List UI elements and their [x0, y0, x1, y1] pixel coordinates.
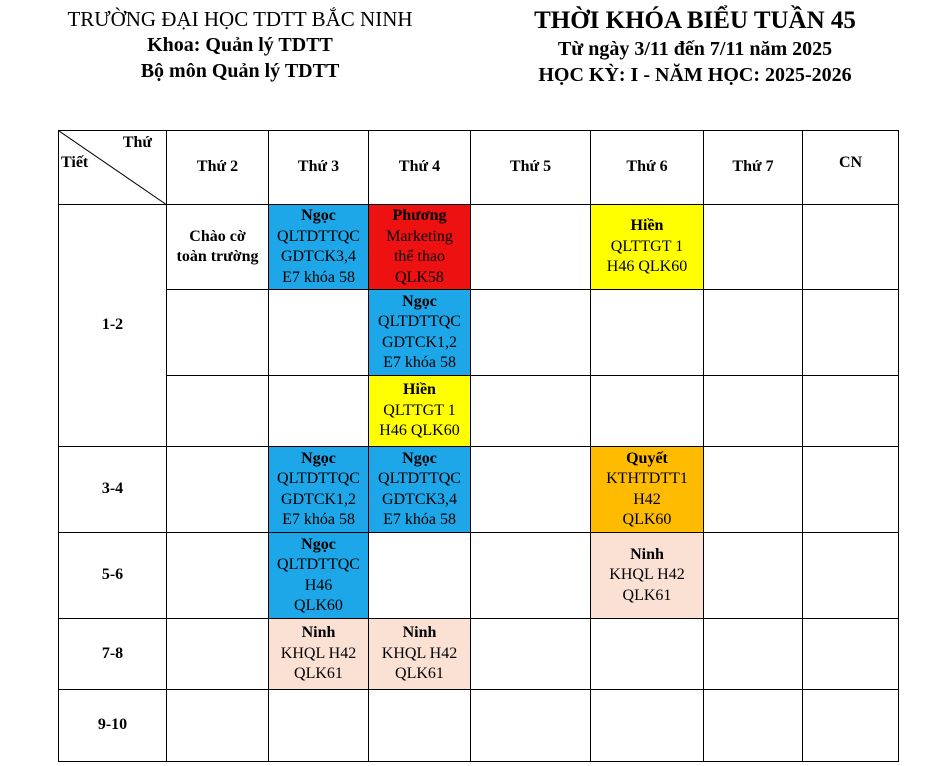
- empty-cell: [704, 376, 803, 447]
- class-line: QLTDTTQC: [277, 556, 360, 573]
- empty-cell: [471, 447, 591, 533]
- class-cell: [269, 205, 369, 290]
- teacher-name: Hiền: [630, 217, 664, 235]
- empty-cell: [704, 447, 803, 533]
- class-line: H46: [304, 576, 333, 594]
- teacher-name: Hiền: [403, 381, 436, 399]
- class-line: H46 QLK60: [606, 258, 688, 276]
- day-header: CN: [803, 131, 899, 205]
- table-row: [59, 619, 899, 690]
- class-line: KTHTDTT1: [606, 470, 688, 487]
- class-cell: [369, 619, 471, 690]
- corner-period-label: Tiết: [61, 154, 89, 171]
- class-cell: [591, 533, 704, 619]
- class-cell: [369, 290, 471, 376]
- class-line: QLK61: [294, 665, 343, 683]
- empty-cell: [803, 690, 899, 762]
- table-row: [59, 533, 899, 619]
- empty-cell: [471, 533, 591, 619]
- teacher-name: Ngọc: [301, 207, 336, 224]
- class-line: GDTCK1,2: [381, 333, 458, 351]
- class-line: GDTCK1,2: [280, 490, 357, 508]
- schedule-header: [480, 6, 910, 88]
- class-line: QLK60: [294, 597, 343, 614]
- empty-cell: [269, 290, 369, 376]
- empty-cell: [471, 205, 591, 290]
- period-label: 7-8: [59, 619, 167, 690]
- period-label: 1-2: [59, 205, 167, 447]
- teacher-name: Quyết: [626, 449, 668, 467]
- table-row: [59, 205, 899, 290]
- day-header: Thứ 3: [269, 131, 369, 205]
- period-label: 5-6: [59, 533, 167, 619]
- table-row: [59, 447, 899, 533]
- day-header: Thứ 4: [369, 131, 471, 205]
- header-row: [59, 131, 899, 205]
- flag-ceremony-line2: toàn trường: [176, 248, 259, 265]
- empty-cell: [167, 533, 269, 619]
- timetable: [58, 130, 899, 762]
- class-line: QLK61: [395, 665, 444, 683]
- empty-cell: [591, 619, 704, 690]
- schedule-title: THỜI KHÓA BIỂU TUẦN 45: [534, 7, 856, 34]
- flag-ceremony-cell: [167, 205, 269, 290]
- class-cell: [369, 376, 471, 447]
- class-line: E7 khóa 58: [383, 354, 456, 371]
- class-cell: [269, 619, 369, 690]
- empty-cell: [803, 533, 899, 619]
- class-line: QLTTGT 1: [383, 401, 456, 419]
- flag-ceremony-line1: Chào cờ: [189, 227, 246, 245]
- class-line: QLTDTTQC: [277, 227, 360, 245]
- empty-cell: [269, 376, 369, 447]
- class-line: E7 khóa 58: [282, 511, 355, 528]
- teacher-name: Phương: [392, 207, 447, 224]
- empty-cell: [803, 205, 899, 290]
- class-line: QLTDTTQC: [378, 470, 461, 487]
- day-header: Thứ 2: [167, 131, 269, 205]
- teacher-name: Ninh: [402, 624, 437, 642]
- empty-cell: [167, 619, 269, 690]
- school-header: [30, 6, 450, 84]
- table-row: [59, 690, 899, 762]
- teacher-name: Ninh: [301, 624, 336, 642]
- class-cell: [591, 447, 704, 533]
- empty-cell: [167, 447, 269, 533]
- class-cell: [269, 447, 369, 533]
- corner-cell: [59, 131, 167, 205]
- department-name: Bộ môn Quản lý TDTT: [140, 60, 340, 82]
- class-line: QLK60: [622, 511, 672, 528]
- class-line: GDTCK3,4: [280, 248, 357, 265]
- class-line: QLTDTTQC: [378, 313, 461, 330]
- class-cell: [591, 205, 704, 290]
- empty-cell: [803, 376, 899, 447]
- teacher-name: Ninh: [630, 545, 664, 563]
- day-header: Thứ 5: [471, 131, 591, 205]
- empty-cell: [704, 690, 803, 762]
- class-cell: [269, 533, 369, 619]
- empty-cell: [704, 205, 803, 290]
- empty-cell: [803, 290, 899, 376]
- class-line: thể thao: [393, 248, 446, 265]
- school-name: TRƯỜNG ĐẠI HỌC TDTT BẮC NINH: [67, 7, 413, 31]
- empty-cell: [591, 290, 704, 376]
- empty-cell: [471, 290, 591, 376]
- empty-cell: [369, 690, 471, 762]
- class-line: KHQL H42: [609, 566, 685, 584]
- empty-cell: [704, 290, 803, 376]
- class-line: KHQL H42: [381, 644, 458, 662]
- empty-cell: [803, 447, 899, 533]
- table-row: [59, 376, 899, 447]
- corner-day-label: Thứ: [122, 134, 152, 151]
- teacher-name: Ngọc: [301, 535, 336, 553]
- empty-cell: [269, 690, 369, 762]
- class-line: QLTDTTQC: [277, 470, 360, 487]
- teacher-name: Ngọc: [301, 449, 336, 467]
- class-line: QLK58: [395, 268, 444, 286]
- class-line: QLK61: [622, 586, 672, 604]
- empty-cell: [471, 619, 591, 690]
- faculty-name: Khoa: Quản lý TDTT: [147, 34, 333, 56]
- day-header: Thứ 7: [704, 131, 803, 205]
- empty-cell: [704, 619, 803, 690]
- empty-cell: [803, 619, 899, 690]
- table-row: [59, 290, 899, 376]
- class-cell: [369, 205, 471, 290]
- empty-cell: [167, 290, 269, 376]
- class-line: GDTCK3,4: [381, 490, 458, 508]
- period-label: 9-10: [59, 690, 167, 762]
- empty-cell: [369, 533, 471, 619]
- class-line: QLTTGT 1: [610, 237, 684, 255]
- class-line: E7 khóa 58: [383, 511, 456, 528]
- empty-cell: [471, 376, 591, 447]
- class-line: Marketing: [386, 227, 453, 245]
- semester-info: HỌC KỲ: I - NĂM HỌC: 2025-2026: [538, 64, 852, 86]
- teacher-name: Ngọc: [402, 292, 437, 310]
- teacher-name: Ngọc: [402, 449, 437, 467]
- class-line: KHQL H42: [280, 644, 357, 662]
- class-cell: [369, 447, 471, 533]
- empty-cell: [704, 533, 803, 619]
- empty-cell: [471, 690, 591, 762]
- day-header: Thứ 6: [591, 131, 704, 205]
- class-line: E7 khóa 58: [282, 268, 355, 286]
- empty-cell: [167, 690, 269, 762]
- period-label: 3-4: [59, 447, 167, 533]
- empty-cell: [591, 690, 704, 762]
- class-line: H42: [633, 490, 661, 508]
- empty-cell: [591, 376, 704, 447]
- class-line: H46 QLK60: [379, 422, 460, 440]
- date-range: Từ ngày 3/11 đến 7/11 năm 2025: [557, 38, 833, 60]
- empty-cell: [167, 376, 269, 447]
